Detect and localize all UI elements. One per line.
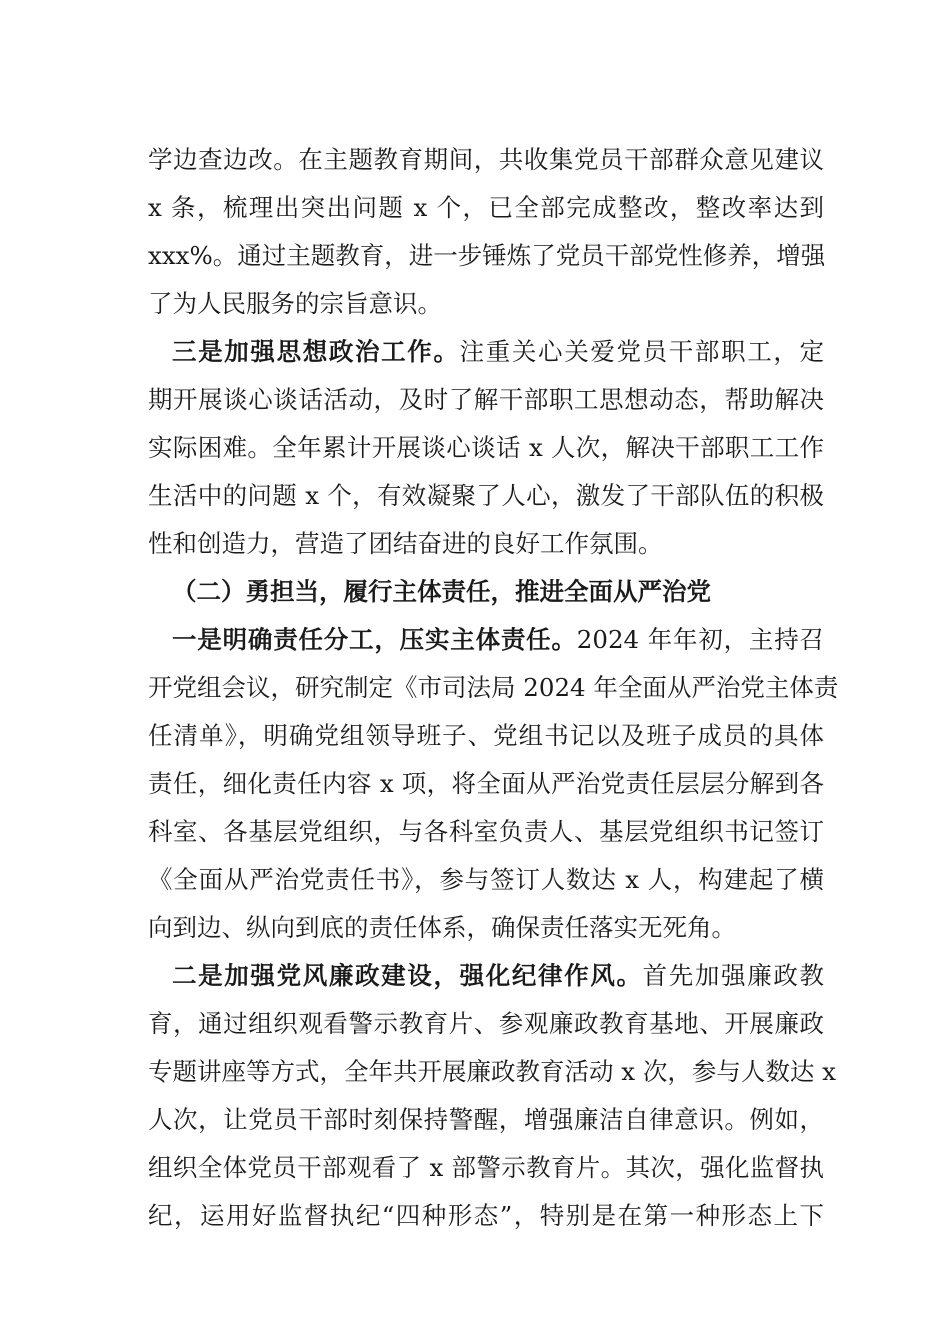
paragraph-2-lead: 三是加强思想政治工作。 bbox=[172, 337, 460, 366]
paragraph-4-line-4: 人次，让党员干部时刻保持警醒，增强廉洁自律意识。例如， bbox=[148, 1105, 824, 1134]
paragraph-3-line-3: 任清单》，明确党组领导班子、党组书记以及班子成员的具体 bbox=[148, 721, 824, 750]
paragraph-1-line-4: 了为人民服务的宗旨意识。 bbox=[148, 289, 442, 318]
paragraph-3-lead: 一是明确责任分工，压实主体责任。 bbox=[172, 625, 577, 654]
paragraph-3-line-4: 责任，细化责任内容 x 项，将全面从严治党责任层层分解到各 bbox=[148, 769, 824, 798]
paragraph-4-line-2: 育，通过组织观看警示教育片、参观廉政教育基地、开展廉政 bbox=[148, 1009, 824, 1038]
paragraph-1-line-1: 学边查边改。在主题教育期间，共收集党员干部群众意见建议 bbox=[148, 145, 824, 174]
paragraph-2-line-2: 期开展谈心谈话活动，及时了解干部职工思想动态，帮助解决 bbox=[148, 385, 824, 414]
paragraph-2-line-3: 实际困难。全年累计开展谈心谈话 x 人次，解决干部职工工作 bbox=[148, 433, 824, 462]
paragraph-3-line-1 bbox=[172, 620, 824, 660]
paragraph-4-line-5: 组织全体党员干部观看了 x 部警示教育片。其次，强化监督执 bbox=[148, 1153, 824, 1182]
paragraph-2-line-5: 性和创造力，营造了团结奋进的良好工作氛围。 bbox=[148, 529, 663, 558]
paragraph-4-line-1 bbox=[172, 956, 824, 996]
paragraph-3-line-5: 科室、各基层党组织，与各科室负责人、基层党组织书记签订 bbox=[148, 817, 824, 846]
paragraph-3-line-2: 开党组会议，研究制定《市司法局 2024 年全面从严治党主体责 bbox=[148, 673, 839, 702]
paragraph-1-line-3: xxx%。通过主题教育，进一步锤炼了党员干部党性修养，增强 bbox=[148, 241, 826, 270]
paragraph-4-lead: 二是加强党风廉政建设，强化纪律作风。 bbox=[172, 961, 643, 990]
paragraph-3-line-6: 《全面从严治党责任书》，参与签订人数达 x 人，构建起了横 bbox=[148, 865, 824, 894]
paragraph-4-line-3: 专题讲座等方式，全年共开展廉政教育活动 x 次，参与人数达 x bbox=[148, 1057, 836, 1086]
paragraph-2-line-4: 生活中的问题 x 个，有效凝聚了人心，激发了干部队伍的积极 bbox=[148, 481, 824, 510]
paragraph-1-line-2: x 条，梳理出突出问题 x 个，已全部完成整改，整改率达到 bbox=[148, 193, 824, 222]
paragraph-3-line-1-text: 2024 年年初，主持召 bbox=[576, 625, 825, 654]
paragraph-4-line-6: 纪，运用好监督执纪“四种形态”，特别是在第一种形态上下 bbox=[148, 1201, 824, 1230]
paragraph-3-line-7: 向到边、纵向到底的责任体系，确保责任落实无死角。 bbox=[148, 913, 736, 942]
paragraph-2-line-1 bbox=[172, 332, 824, 372]
paragraph-4-line-1-text: 首先加强廉政教 bbox=[642, 961, 824, 990]
section-heading: （二）勇担当，履行主体责任，推进全面从严治党 bbox=[172, 577, 711, 606]
paragraph-2-line-1-text: 注重关心关爱党员干部职工，定 bbox=[459, 337, 825, 366]
